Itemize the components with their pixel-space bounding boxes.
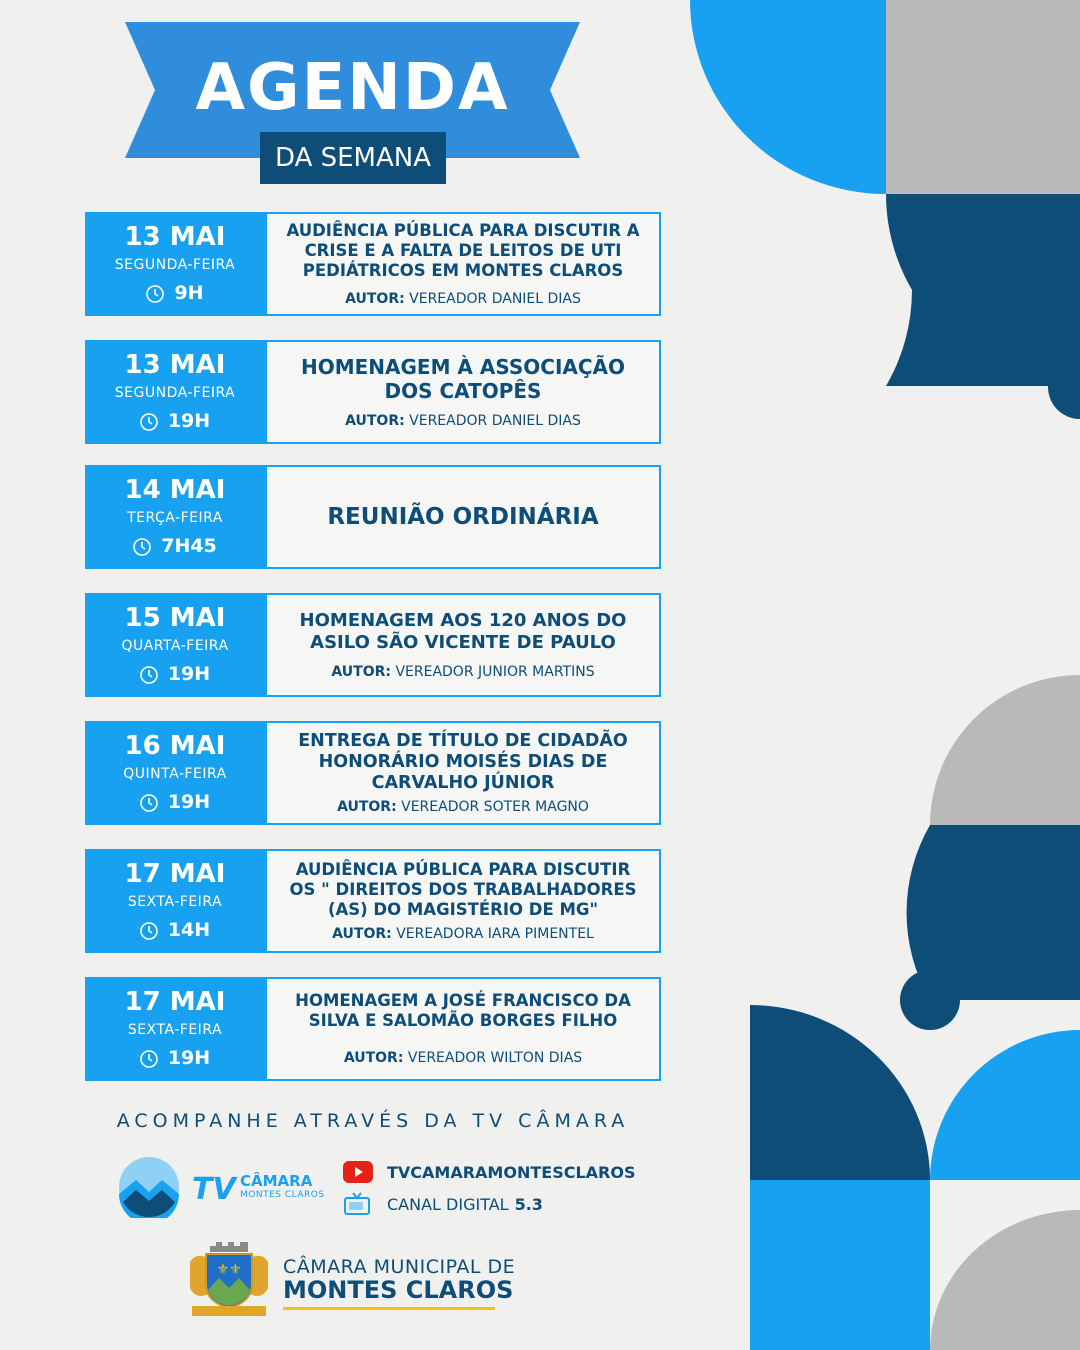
event-title: HOMENAGEM AOS 120 ANOS DO ASILO SÃO VICENTE DE PAULO — [299, 609, 627, 653]
youtube-icon — [343, 1161, 373, 1183]
event-time-row — [85, 408, 265, 434]
event-card — [85, 593, 661, 697]
event-author-label: AUTOR: — [345, 290, 405, 307]
youtube-handle: TVCAMARAMONTESCLAROS — [387, 1162, 636, 1182]
event-time-row — [85, 1045, 265, 1071]
svg-text:⚜⚜: ⚜⚜ — [216, 1262, 242, 1278]
event-info-box — [265, 977, 661, 1081]
event-date-box — [85, 593, 265, 697]
event-author — [345, 412, 581, 430]
event-time: 9H — [174, 282, 204, 304]
event-time-row — [85, 533, 265, 559]
event-card — [85, 465, 661, 569]
event-date-box — [85, 849, 265, 953]
event-author-label: AUTOR: — [332, 925, 392, 942]
page-title: AGENDA — [195, 51, 510, 125]
event-weekday: TERÇA-FEIRA — [127, 510, 223, 526]
event-author-name: VEREADOR JUNIOR MARTINS — [395, 663, 595, 680]
event-weekday: SEXTA-FEIRA — [127, 1022, 223, 1038]
event-author-label: AUTOR: — [343, 1050, 404, 1066]
event-author — [345, 290, 581, 308]
event-author — [344, 1049, 582, 1067]
event-time: 19H — [167, 1047, 211, 1069]
event-weekday: SEXTA-FEIRA — [127, 894, 223, 910]
channel-label: CANAL DIGITAL — [387, 1194, 509, 1214]
tv-icon — [343, 1192, 373, 1216]
event-date-box — [85, 721, 265, 825]
event-author-name: VEREADOR SOTER MAGNO — [401, 798, 589, 815]
tv-logo-camara: CÂMARA — [240, 1172, 313, 1190]
event-author-name: VEREADOR DANIEL DIAS — [409, 412, 581, 429]
event-day: 17 MAI — [124, 859, 226, 889]
event-time-row — [85, 789, 265, 815]
event-title: ENTREGA DE TÍTULO DE CIDADÃO HONORÁRIO MOISÉS DIAS DE CARVALHO JÚNIOR — [298, 730, 628, 793]
event-card — [85, 340, 661, 444]
decorative-shapes-top — [690, 0, 1080, 430]
event-time: 19H — [167, 663, 211, 685]
event-title: HOMENAGEM À ASSOCIAÇÃO DOS CATOPÊS — [300, 354, 626, 403]
event-weekday: SEGUNDA-FEIRA — [114, 385, 236, 401]
event-date-box — [85, 465, 265, 569]
clock-icon — [140, 922, 158, 940]
event-info-box — [265, 593, 661, 697]
event-day: 15 MAI — [124, 603, 226, 633]
event-time-row — [85, 917, 265, 943]
event-author-name: VEREADOR WILTON DIAS — [407, 1050, 583, 1066]
event-title: AUDIÊNCIA PÚBLICA PARA DISCUTIR A CRISE E A FALTA DE LEITOS DE UTI PEDIÁTRICOS EM MONTES CLAROS — [286, 220, 640, 280]
event-time: 19H — [167, 410, 211, 432]
event-time-row — [85, 661, 265, 687]
chamber-underline — [283, 1307, 495, 1310]
event-info-box — [265, 212, 661, 316]
tv-logo-city: MONTES CLAROS — [240, 1190, 325, 1200]
event-weekday: QUINTA-FEIRA — [123, 766, 227, 782]
event-card — [85, 849, 661, 953]
event-card — [85, 977, 661, 1081]
event-time: 7H45 — [161, 535, 217, 557]
municipal-crest — [186, 1240, 272, 1318]
clock-icon — [140, 666, 158, 684]
clock-icon — [140, 413, 158, 431]
event-day: 13 MAI — [124, 222, 226, 252]
event-author-name: VEREADORA IARA PIMENTEL — [396, 925, 594, 942]
chamber-name-line2: MONTES CLAROS — [283, 1276, 514, 1304]
event-info-box — [265, 340, 661, 444]
event-time: 19H — [167, 791, 211, 813]
event-title: REUNIÃO ORDINÁRIA — [327, 504, 599, 530]
youtube-link[interactable] — [343, 1160, 635, 1184]
event-weekday: QUARTA-FEIRA — [121, 638, 229, 654]
tv-logo-tv: TV — [192, 1172, 236, 1207]
tv-camara-logo — [118, 1156, 180, 1218]
chamber-name-line1: CÂMARA MUNICIPAL DE — [283, 1256, 516, 1278]
clock-icon — [146, 285, 164, 303]
event-info-box — [265, 849, 661, 953]
event-author-label: AUTOR: — [331, 663, 391, 680]
event-day: 14 MAI — [124, 475, 226, 505]
event-info-box — [265, 721, 661, 825]
clock-icon — [140, 794, 158, 812]
event-author — [331, 663, 594, 681]
event-weekday: SEGUNDA-FEIRA — [114, 257, 236, 273]
decorative-shapes-bottom — [750, 675, 1080, 1350]
event-day: 16 MAI — [124, 731, 226, 761]
event-date-box — [85, 212, 265, 316]
event-time-row — [85, 280, 265, 306]
event-author — [332, 925, 594, 943]
event-author-label: AUTOR: — [345, 412, 405, 429]
event-author — [337, 798, 589, 816]
event-date-box — [85, 977, 265, 1081]
event-author-label: AUTOR: — [337, 798, 397, 815]
channel-number: 5.3 — [514, 1194, 543, 1214]
page-subtitle: DA SEMANA — [260, 132, 446, 184]
tv-channel-info — [343, 1192, 543, 1216]
event-card — [85, 721, 661, 825]
event-info-box — [265, 465, 661, 569]
clock-icon — [133, 538, 151, 556]
event-author-name: VEREADOR DANIEL DIAS — [409, 290, 581, 307]
event-title: AUDIÊNCIA PÚBLICA PARA DISCUTIR OS " DIREITOS DOS TRABALHADORES (AS) DO MAGISTÉRIO DE MG" — [289, 859, 637, 919]
event-time: 14H — [167, 919, 211, 941]
clock-icon — [140, 1050, 158, 1068]
event-date-box — [85, 340, 265, 444]
event-title: HOMENAGEM A JOSÉ FRANCISCO DA SILVA E SALOMÃO BORGES FILHO — [295, 991, 631, 1030]
event-card — [85, 212, 661, 316]
event-day: 17 MAI — [124, 987, 226, 1017]
event-day: 13 MAI — [124, 350, 226, 380]
follow-tv-text: ACOMPANHE ATRAVÉS DA TV CÂMARA — [116, 1110, 630, 1132]
